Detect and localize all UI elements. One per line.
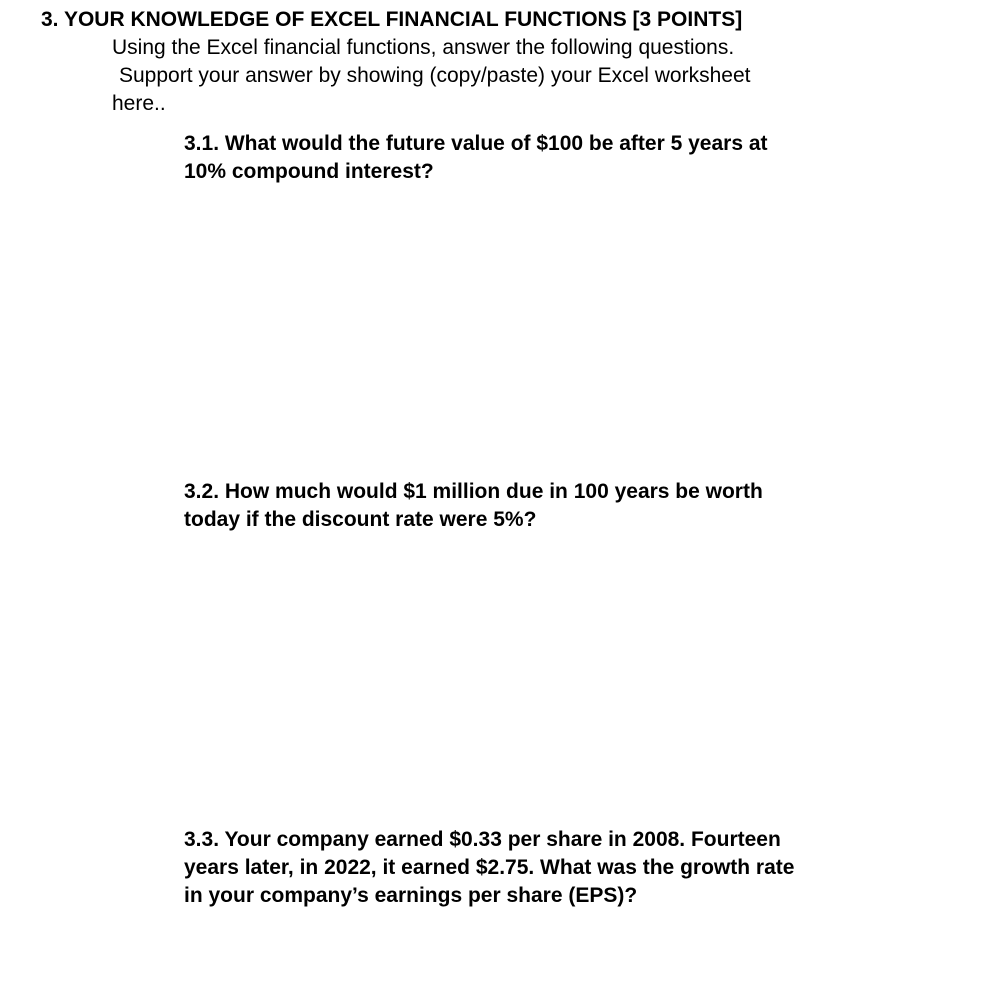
question-line: 3.2. How much would $1 million due in 100 years be worth <box>184 480 763 503</box>
answer-space-3-2[interactable] <box>184 538 884 818</box>
question-line: years later, in 2022, it earned $2.75. What was the growth rate <box>184 856 795 879</box>
question-3-1 <box>184 130 768 186</box>
question-3-2 <box>184 478 763 534</box>
question-line: today if the discount rate were 5%? <box>184 508 537 531</box>
answer-space-3-3[interactable] <box>184 914 884 984</box>
instruction-line: Support your answer by showing (copy/paste) your Excel worksheet <box>119 64 751 87</box>
question-line: in your company’s earnings per share (EPS)? <box>184 884 638 907</box>
question-3-3 <box>184 826 794 910</box>
section-instructions <box>112 34 872 118</box>
section-heading: 3. YOUR KNOWLEDGE OF EXCEL FINANCIAL FUNCTIONS [3 POINTS] <box>41 8 743 31</box>
instruction-line: Using the Excel financial functions, answer the following questions. <box>112 36 735 59</box>
question-line: 3.1. What would the future value of $100 be after 5 years at <box>184 132 768 155</box>
question-line: 3.3. Your company earned $0.33 per share in 2008. Fourteen <box>184 828 781 851</box>
instruction-line: here.. <box>112 92 166 115</box>
answer-space-3-1[interactable] <box>184 190 884 470</box>
question-line: 10% compound interest? <box>184 160 434 183</box>
